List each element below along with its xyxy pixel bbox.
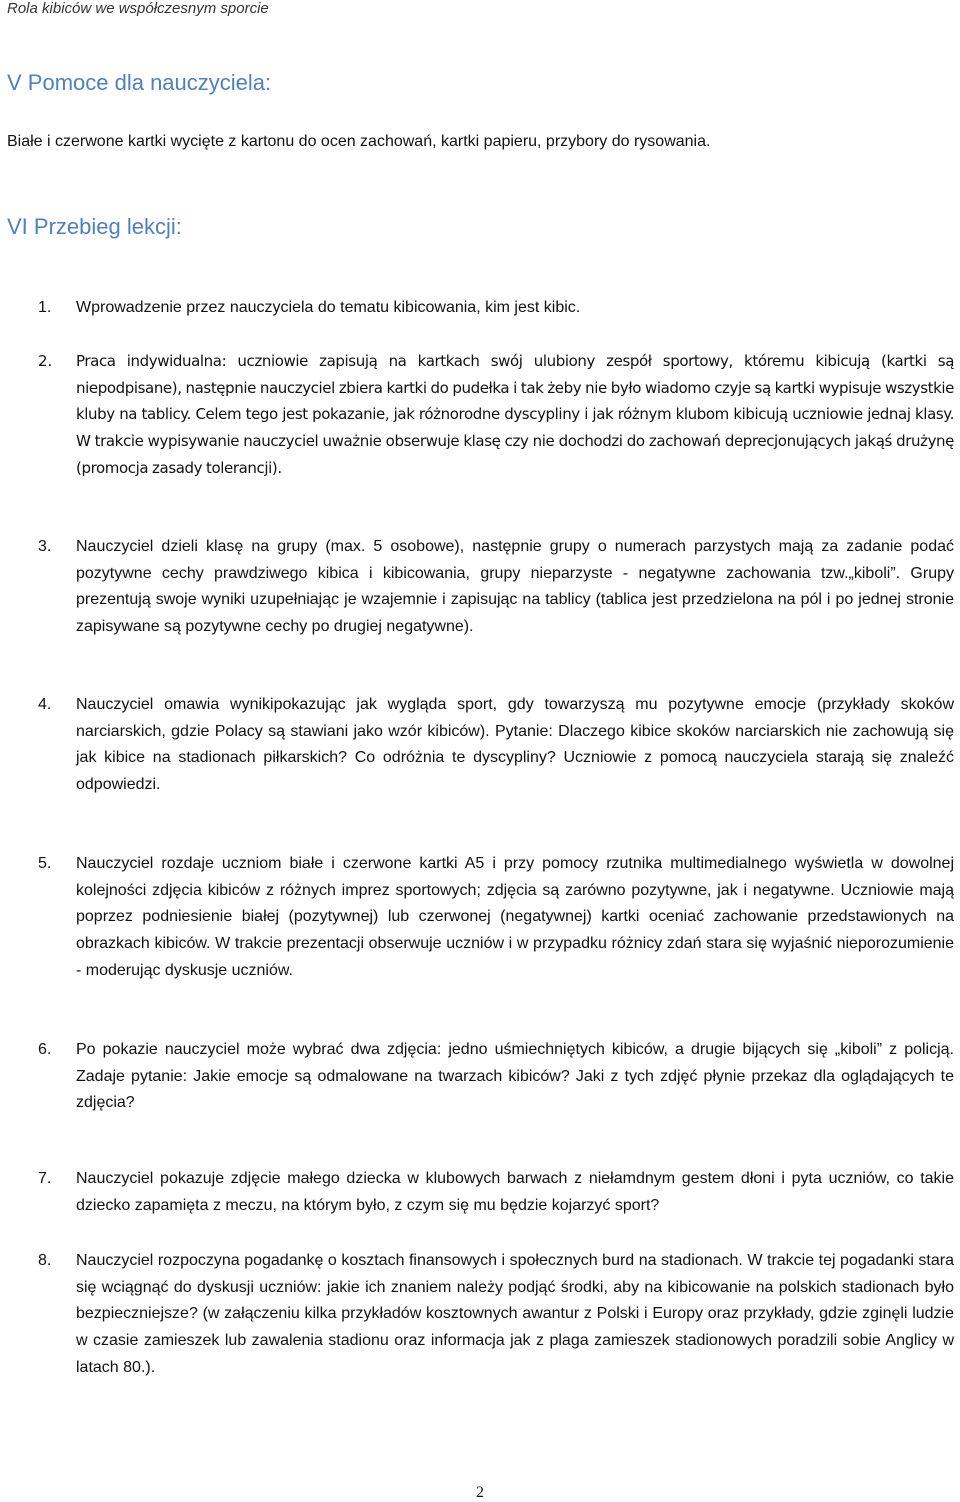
list-item-text: Wprowadzenie przez nauczyciela do tematu kibicowania, kim jest kibic. xyxy=(76,299,581,316)
running-header: Rola kibiców we współczesnym sporcie xyxy=(7,0,269,17)
list-item-text: Nauczyciel rozdaje uczniom białe i czerwone kartki A5 i przy pomocy rzutnika multimedialnego wyświetla w dowolnej kolejności zdjęcia kibiców z różnych imprez sportowych; zdjęcia są zarówno pozytywne, jak i negatywne. Uczniowie mają poprzez podniesienie białej (pozytywnej) lub czerwonej (negatywnej) kartki oceniać zachowanie przedstawionych na obrazkach kibiców. W trakcie prezentacji obserwuje uczniów i w przypadku różnicy zdań stara się wyjaśnić nieporozumienie - moderując dyskusje uczniów. xyxy=(76,855,954,979)
list-item-number: 7. xyxy=(38,1170,52,1187)
list-item-number: 5. xyxy=(38,855,52,872)
list-item-5 xyxy=(38,851,954,985)
list-item-7 xyxy=(38,1166,954,1219)
section-heading-pomoce: V Pomoce dla nauczyciela: xyxy=(7,70,272,95)
section-heading-przebieg: VI Przebieg lekcji: xyxy=(7,214,182,239)
list-item-4 xyxy=(38,692,954,799)
list-item-text: Praca indywidualna: uczniowie zapisują na kartkach swój ulubiony zespół sportowy, któremu kibicują (kartki są niepodpisane), następnie nauczyciel zbiera kartki do pudełka i tak żeby nie było wiadomo czyje są kartki wypisuje wszystkie kluby na tablicy. Celem tego jest pokazanie, jak różnorodne dyscypliny i jak różnym klubom kibicują uczniowie jednaj klasy. W trakcie wypisywanie nauczyciel uważnie obserwuje klasę czy nie dochodzi do zachowań deprecjonujących jakąś drużynę (promocja zasady tolerancji). xyxy=(76,352,954,477)
list-item-text: Nauczyciel dzieli klasę na grupy (max. 5 osobowe), następnie grupy o numerach parzystych mają za zadanie podać pozytywne cechy prawdziwego kibica i kibicowania, grupy nieparzyste - negatywne zachowania tzw.„kiboli”. Grupy prezentują swoje wyniki uzupełniając je wzajemnie i zapisując na tablicy (tablica jest przedzielona na pól i po jednej stronie zapisywane są pozytywne cechy po drugiej negatywne). xyxy=(76,538,954,636)
list-item-3 xyxy=(38,534,954,641)
list-item-text: Nauczyciel rozpoczyna pogadankę o kosztach finansowych i społecznych burd na stadionach. W trakcie tej pogadanki stara się wciągnąć do dyskusji uczniów: jakie ich znaniem należy podjąć środki, aby na kibicowanie na polskich stadionach było bezpieczniejsze? (w załączeniu kilka przykładów kosztownych awantur z Polski i Europy oraz przykłady, gdzie zginęli ludzie w czasie zamieszek lub zawalenia stadionu oraz informacja jak z plaga zamieszek stadionowych poradzili sobie Anglicy w latach 80.). xyxy=(76,1252,954,1376)
list-item-8 xyxy=(38,1248,954,1382)
list-item-1 xyxy=(38,295,954,322)
list-item-number: 6. xyxy=(38,1041,52,1058)
list-item-2 xyxy=(38,348,954,482)
list-item-number: 3. xyxy=(38,538,52,555)
list-item-text: Po pokazie nauczyciel może wybrać dwa zdjęcia: jedno uśmiechniętych kibiców, a drugie bijących się „kiboli” z policją. Zadaje pytanie: Jakie emocje są odmalowane na twarzach kibiców? Jaki z tych zdjęć płynie przekaz dla oglądających te zdjęcia? xyxy=(76,1041,954,1112)
list-item-text: Nauczyciel omawia wynikipokazując jak wygląda sport, gdy towarzyszą mu pozytywne emocje (przykłady skoków narciarskich, gdzie Polacy są stawiani jako wzór kibiców). Pytanie: Dlaczego kibice skoków narciarskich nie zachowują się jak kibice na stadionach piłkarskich? Co odróżnia te dyscypliny? Uczniowie z pomocą nauczyciela starają się znaleźć odpowiedzi. xyxy=(76,696,954,794)
list-item-number: 2. xyxy=(38,352,53,370)
list-item-number: 1. xyxy=(38,299,52,316)
materials-text: Białe i czerwone kartki wycięte z kartonu do ocen zachowań, kartki papieru, przybory do rysowania. xyxy=(7,133,711,150)
list-item-6 xyxy=(38,1037,954,1117)
list-item-text: Nauczyciel pokazuje zdjęcie małego dziecka w klubowych barwach z niełamdnym gestem dłoni i pyta uczniów, co takie dziecko zapamięta z meczu, na którym było, z czym się mu będzie kojarzyć sport? xyxy=(76,1170,954,1214)
page-number: 2 xyxy=(476,1484,484,1501)
list-item-number: 8. xyxy=(38,1252,52,1269)
list-item-number: 4. xyxy=(38,696,52,713)
